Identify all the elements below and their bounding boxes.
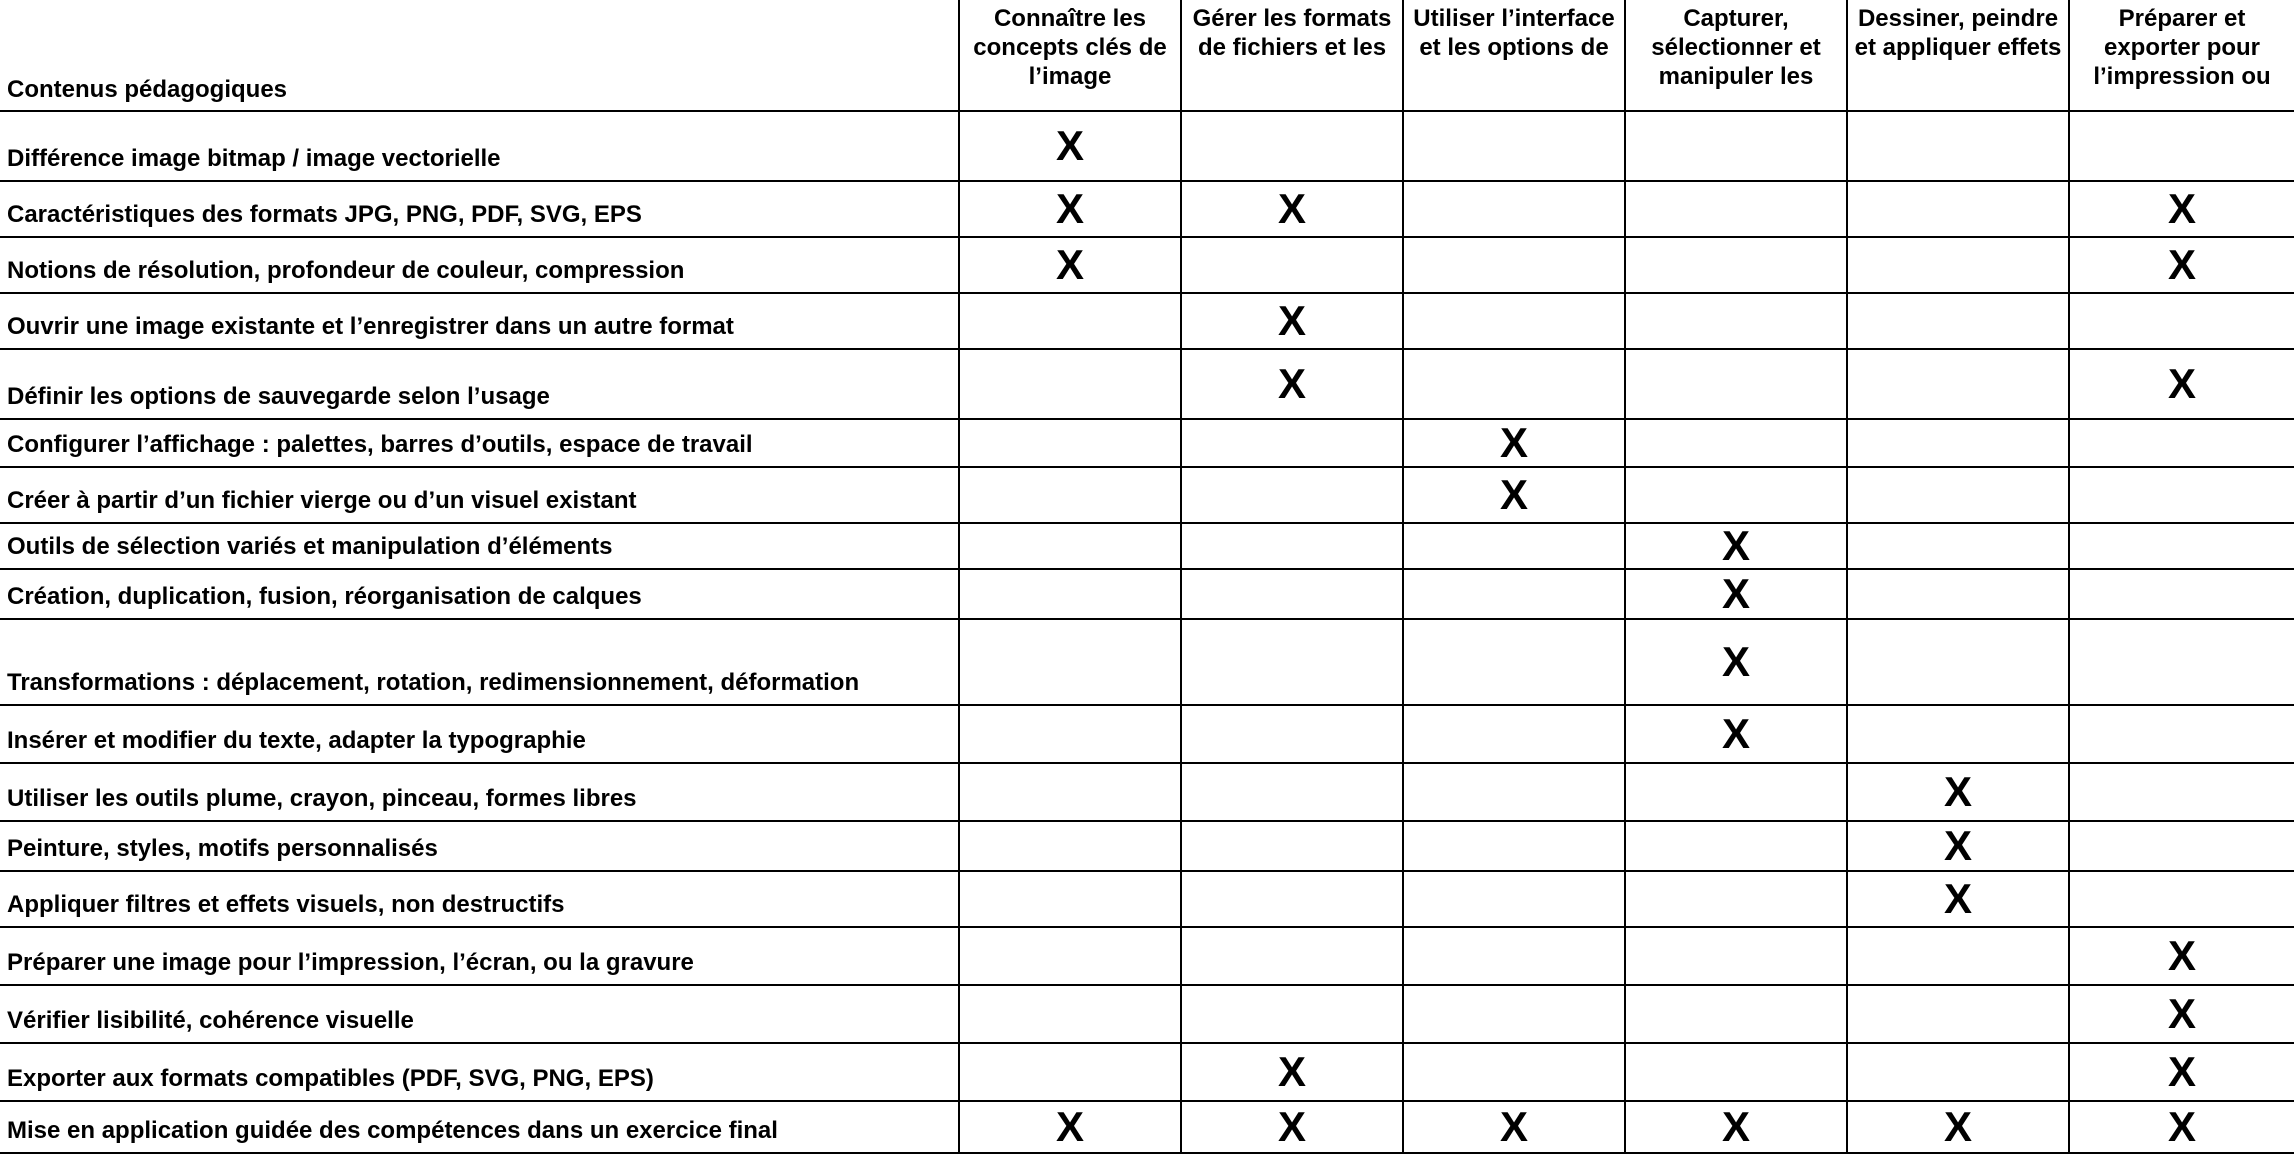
matrix-cell	[1403, 237, 1625, 293]
matrix-cell	[2069, 1101, 2294, 1153]
check-mark: X	[1499, 1103, 1528, 1150]
matrix-cell	[1625, 181, 1847, 237]
matrix-cell	[1625, 1101, 1847, 1153]
matrix-cell	[1847, 293, 2069, 349]
check-mark: X	[1055, 1103, 1084, 1150]
matrix-cell	[1403, 619, 1625, 705]
table-row	[0, 1043, 2294, 1101]
check-mark: X	[2167, 1048, 2196, 1095]
matrix-cell	[959, 619, 1181, 705]
matrix-cell	[1847, 419, 2069, 467]
matrix-cell	[1181, 705, 1403, 763]
table-row	[0, 523, 2294, 569]
matrix-cell	[1625, 293, 1847, 349]
check-mark: X	[1277, 297, 1306, 344]
matrix-cell	[959, 467, 1181, 523]
matrix-cell	[2069, 985, 2294, 1043]
matrix-cell	[2069, 1043, 2294, 1101]
matrix-cell	[1181, 927, 1403, 985]
matrix-cell	[1181, 523, 1403, 569]
header-dessin: Dessiner, peindre et appliquer effets	[1847, 0, 2069, 111]
matrix-cell	[1625, 1043, 1847, 1101]
matrix-cell	[1625, 619, 1847, 705]
matrix-cell	[2069, 467, 2294, 523]
check-mark: X	[1943, 768, 1972, 815]
check-mark: X	[1055, 185, 1084, 232]
matrix-cell	[1847, 619, 2069, 705]
check-mark: X	[2167, 990, 2196, 1037]
row-label: Peinture, styles, motifs personnalisés	[0, 821, 959, 871]
row-label: Insérer et modifier du texte, adapter la typographie	[0, 705, 959, 763]
row-label: Mise en application guidée des compétences dans un exercice final	[0, 1101, 959, 1153]
matrix-cell	[1403, 871, 1625, 927]
matrix-cell	[2069, 419, 2294, 467]
matrix-cell	[2069, 237, 2294, 293]
matrix-cell	[1625, 523, 1847, 569]
matrix-cell	[959, 419, 1181, 467]
table-row	[0, 871, 2294, 927]
table-row	[0, 821, 2294, 871]
row-label: Création, duplication, fusion, réorganisation de calques	[0, 569, 959, 619]
matrix-cell	[1625, 419, 1847, 467]
matrix-cell	[1847, 927, 2069, 985]
row-label: Appliquer filtres et effets visuels, non destructifs	[0, 871, 959, 927]
matrix-cell	[1847, 467, 2069, 523]
matrix-cell	[1625, 927, 1847, 985]
matrix-cell	[2069, 523, 2294, 569]
matrix-cell	[1403, 821, 1625, 871]
matrix-cell	[1181, 111, 1403, 181]
matrix-body	[0, 111, 2294, 1153]
matrix-cell	[1181, 985, 1403, 1043]
matrix-cell	[2069, 871, 2294, 927]
matrix-cell	[1181, 1101, 1403, 1153]
matrix-cell	[959, 523, 1181, 569]
matrix-cell	[1181, 569, 1403, 619]
check-mark: X	[2167, 185, 2196, 232]
check-mark: X	[2167, 360, 2196, 407]
matrix-cell	[2069, 619, 2294, 705]
header-row	[0, 0, 2294, 111]
matrix-cell	[2069, 111, 2294, 181]
matrix-cell	[2069, 569, 2294, 619]
matrix-cell	[1181, 1043, 1403, 1101]
matrix-cell	[1625, 237, 1847, 293]
check-mark: X	[2167, 241, 2196, 288]
check-mark: X	[1277, 185, 1306, 232]
matrix-cell	[1625, 985, 1847, 1043]
matrix-cell	[959, 985, 1181, 1043]
matrix-cell	[1847, 1101, 2069, 1153]
row-label: Vérifier lisibilité, cohérence visuelle	[0, 985, 959, 1043]
matrix-cell	[1625, 871, 1847, 927]
matrix-cell	[1847, 985, 2069, 1043]
matrix-cell	[1181, 467, 1403, 523]
check-mark: X	[1721, 638, 1750, 685]
table-row	[0, 619, 2294, 705]
check-mark: X	[1721, 710, 1750, 757]
matrix-cell	[2069, 927, 2294, 985]
matrix-cell	[1403, 705, 1625, 763]
matrix-cell	[1403, 467, 1625, 523]
matrix-cell	[959, 181, 1181, 237]
matrix-cell	[959, 927, 1181, 985]
matrix-cell	[959, 1101, 1181, 1153]
header-interface: Utiliser l’interface et les options de	[1403, 0, 1625, 111]
matrix-cell	[1847, 523, 2069, 569]
row-label: Utiliser les outils plume, crayon, pinceau, formes libres	[0, 763, 959, 821]
table-row	[0, 419, 2294, 467]
matrix-cell	[1403, 927, 1625, 985]
check-mark: X	[2167, 932, 2196, 979]
header-concepts: Connaître les concepts clés de l’image	[959, 0, 1181, 111]
matrix-cell	[1403, 763, 1625, 821]
check-mark: X	[1277, 1103, 1306, 1150]
matrix-cell	[1403, 349, 1625, 419]
matrix-cell	[959, 763, 1181, 821]
matrix-cell	[1847, 349, 2069, 419]
check-mark: X	[1499, 419, 1528, 466]
row-label: Définir les options de sauvegarde selon l’usage	[0, 349, 959, 419]
matrix-cell	[959, 569, 1181, 619]
matrix-cell	[1847, 237, 2069, 293]
table-row	[0, 705, 2294, 763]
table-row	[0, 763, 2294, 821]
row-label: Configurer l’affichage : palettes, barres d’outils, espace de travail	[0, 419, 959, 467]
table-row	[0, 181, 2294, 237]
matrix-cell	[1847, 1043, 2069, 1101]
matrix-cell	[1181, 419, 1403, 467]
matrix-cell	[2069, 349, 2294, 419]
matrix-cell	[1181, 871, 1403, 927]
matrix-cell	[1847, 181, 2069, 237]
row-label: Notions de résolution, profondeur de couleur, compression	[0, 237, 959, 293]
matrix-cell	[1181, 237, 1403, 293]
matrix-cell	[959, 871, 1181, 927]
matrix-cell	[1403, 1043, 1625, 1101]
check-mark: X	[1721, 570, 1750, 617]
matrix-cell	[2069, 821, 2294, 871]
matrix-cell	[1403, 111, 1625, 181]
matrix-cell	[1625, 763, 1847, 821]
matrix-cell	[1847, 763, 2069, 821]
matrix-cell	[959, 821, 1181, 871]
table-row	[0, 569, 2294, 619]
row-label: Différence image bitmap / image vectorielle	[0, 111, 959, 181]
check-mark: X	[2167, 1103, 2196, 1150]
matrix-cell	[1625, 111, 1847, 181]
row-label: Outils de sélection variés et manipulation d’éléments	[0, 523, 959, 569]
matrix-cell	[959, 293, 1181, 349]
matrix-cell	[1403, 419, 1625, 467]
matrix-cell	[1625, 349, 1847, 419]
matrix-cell	[1403, 181, 1625, 237]
row-label: Exporter aux formats compatibles (PDF, SVG, PNG, EPS)	[0, 1043, 959, 1101]
check-mark: X	[1499, 471, 1528, 518]
matrix-cell	[1625, 569, 1847, 619]
check-mark: X	[1055, 241, 1084, 288]
table-row	[0, 293, 2294, 349]
matrix-cell	[1181, 293, 1403, 349]
table-row	[0, 985, 2294, 1043]
matrix-cell	[2069, 181, 2294, 237]
row-label: Ouvrir une image existante et l’enregistrer dans un autre format	[0, 293, 959, 349]
matrix-cell	[1181, 619, 1403, 705]
check-mark: X	[1721, 522, 1750, 569]
row-label: Créer à partir d’un fichier vierge ou d’un visuel existant	[0, 467, 959, 523]
matrix-cell	[959, 349, 1181, 419]
check-mark: X	[1721, 1103, 1750, 1150]
matrix-cell	[1403, 985, 1625, 1043]
table-row	[0, 927, 2294, 985]
table-row	[0, 237, 2294, 293]
check-mark: X	[1277, 1048, 1306, 1095]
check-mark: X	[1943, 875, 1972, 922]
table-row	[0, 467, 2294, 523]
matrix-cell	[959, 237, 1181, 293]
matrix-cell	[1625, 821, 1847, 871]
matrix-cell	[1181, 763, 1403, 821]
row-label: Transformations : déplacement, rotation, redimensionnement, déformation	[0, 619, 959, 705]
matrix-cell	[959, 705, 1181, 763]
matrix-cell	[1403, 569, 1625, 619]
matrix-cell	[1625, 467, 1847, 523]
table-row	[0, 349, 2294, 419]
check-mark: X	[1943, 1103, 1972, 1150]
matrix-cell	[1181, 349, 1403, 419]
matrix-cell	[959, 1043, 1181, 1101]
matrix-cell	[1181, 181, 1403, 237]
row-label: Caractéristiques des formats JPG, PNG, PDF, SVG, EPS	[0, 181, 959, 237]
check-mark: X	[1943, 822, 1972, 869]
check-mark: X	[1055, 122, 1084, 169]
matrix-cell	[1181, 821, 1403, 871]
header-selection: Capturer, sélectionner et manipuler les	[1625, 0, 1847, 111]
matrix-cell	[1403, 1101, 1625, 1153]
matrix-cell	[1847, 705, 2069, 763]
matrix-cell	[2069, 293, 2294, 349]
matrix-cell	[1847, 821, 2069, 871]
matrix-cell	[1847, 111, 2069, 181]
matrix-cell	[1847, 569, 2069, 619]
matrix-cell	[1625, 705, 1847, 763]
row-label: Préparer une image pour l’impression, l’écran, ou la gravure	[0, 927, 959, 985]
matrix-cell	[2069, 763, 2294, 821]
table-row	[0, 1101, 2294, 1153]
table-row	[0, 111, 2294, 181]
header-contenus: Contenus pédagogiques	[0, 0, 959, 111]
check-mark: X	[1277, 360, 1306, 407]
header-export: Préparer et exporter pour l’impression ou	[2069, 0, 2294, 111]
matrix-cell	[1847, 871, 2069, 927]
matrix-cell	[1403, 293, 1625, 349]
matrix-cell	[1403, 523, 1625, 569]
matrix-cell	[959, 111, 1181, 181]
matrix-cell	[2069, 705, 2294, 763]
header-formats: Gérer les formats de fichiers et les	[1181, 0, 1403, 111]
